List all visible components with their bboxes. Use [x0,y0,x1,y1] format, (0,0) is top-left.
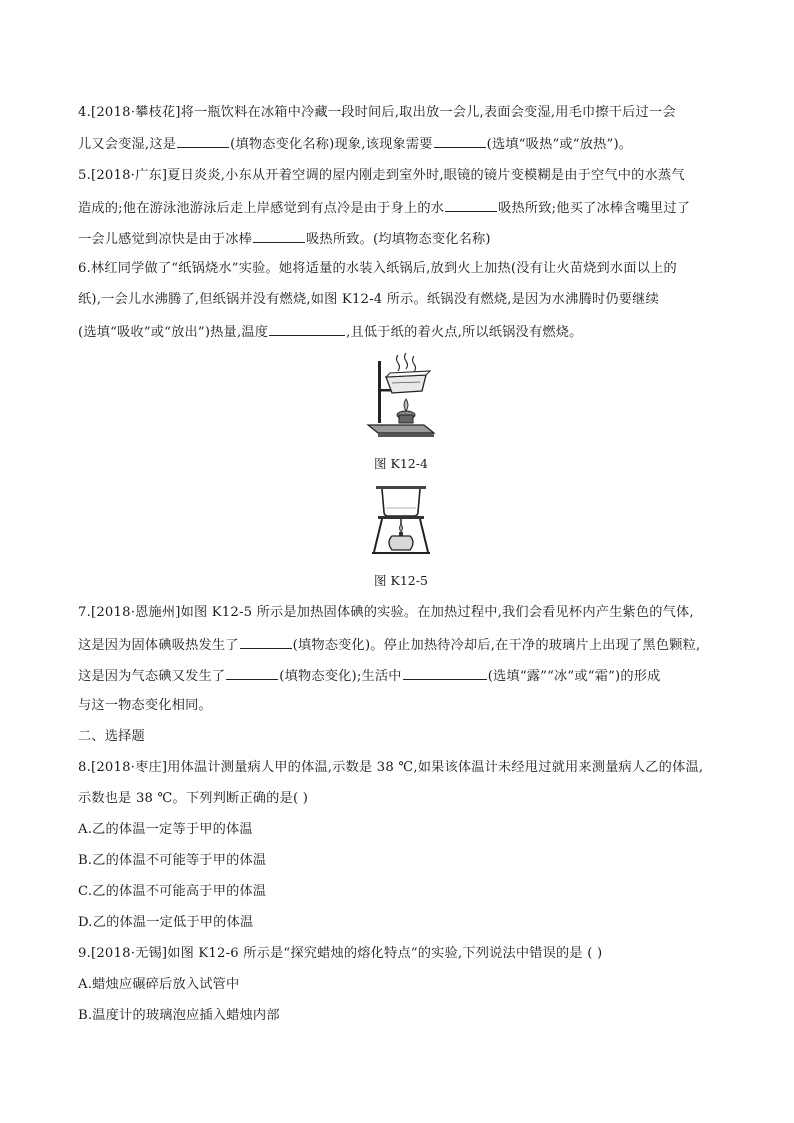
q5-line-1: 5.[2018·广东]夏日炎炎,小东从开着空调的屋内刚走到室外时,眼镜的镜片变模糊是由于空气中的水蒸气 [78,168,685,183]
q4-line-2-text-b: (填物态变化名称)现象,该现象需要 [230,137,433,152]
q4-line-1: 4.[2018·攀枝花]将一瓶饮料在冰箱中冷藏一段时间后,取出放一会儿,表面会变湿,用毛巾擦干后过一会 [78,105,676,120]
q7-line-1: 7.[2018·恩施州]如图 K12-5 所示是加热固体碘的实验。在加热过程中,我们会看见杯内产生紫色的气体, [78,605,694,620]
q6-line-3 [78,321,718,343]
figure-k12-4-caption: 图 K12-4 [374,456,428,471]
q7-blank-3[interactable] [403,665,487,680]
q7-line-2-text-b: (填物态变化)。停止加热待冷却后,在干净的玻璃片上出现了黑色颗粒, [292,638,701,653]
q7-line-3-text-b: (填物态变化);生活中 [279,669,402,684]
q5-line-2 [78,197,718,219]
q4-blank-2[interactable] [434,133,486,148]
q5-line-3-text-a: 一会儿感觉到凉快是由于冰棒 [78,232,253,247]
q9-option-b[interactable]: B.温度计的玻璃泡应插入蜡烛内部 [78,1008,280,1023]
q5-line-2-text-a: 造成的;他在游泳池游泳后走上岸感觉到有点冷是由于身上的水 [78,201,445,216]
q8-option-c[interactable]: C.乙的体温不可能高于甲的体温 [78,884,267,899]
q8-option-b[interactable]: B.乙的体温不可能等于甲的体温 [78,853,267,868]
q8-option-a[interactable]: A.乙的体温一定等于甲的体温 [78,822,253,837]
q4-line-2-text-c: (选填“吸热”或“放热”)。 [486,137,633,152]
q7-line-3-text-a: 这是因为气态碘又发生了 [78,669,226,684]
q7-line-2-text-a: 这是因为固体碘吸热发生了 [78,638,239,653]
q5-line-3 [78,228,718,250]
q8-option-d[interactable]: D.乙的体温一定低于甲的体温 [78,915,254,930]
q5-line-3-text-b: 吸热所致。(均填物态变化名称) [306,232,491,247]
section-heading: 二、选择题 [78,729,145,744]
q6-line-3-text-a: (选填“吸收”或“放出”)热量,温度 [78,325,269,340]
q8-line-1: 8.[2018·枣庄]用体温计测量病人甲的体温,示数是 38 ℃,如果该体温计未经甩过就用来测量病人乙的体温, [78,760,704,775]
q9-option-a[interactable]: A.蜡烛应碾碎后放入试管中 [78,977,240,992]
q4-line-2-text-a: 儿又会变湿,这是 [78,137,177,152]
q6-line-1: 6.林红同学做了“纸锅烧水”实验。她将适量的水装入纸锅后,放到火上加热(没有让火苗烧到水面以上的 [78,261,677,276]
q6-line-2: 纸),一会儿水沸腾了,但纸锅并没有燃烧,如图 K12-4 所示。纸锅没有燃烧,是因为水沸腾时仍要继续 [78,292,659,307]
paper-pot-boiling-figure [366,351,436,441]
q7-line-4: 与这一物态变化相同。 [78,698,212,713]
q4-blank-1[interactable] [177,133,229,148]
q5-blank-2[interactable] [253,228,305,243]
q9-line-1: 9.[2018·无锡]如图 K12-6 所示是“探究蜡烛的熔化特点”的实验,下列说法中错误的是 ( ) [78,946,603,961]
q7-line-3 [78,665,718,687]
q7-line-3-text-c: (选填“露”“冰”或“霜”)的形成 [487,669,661,684]
q7-line-2 [78,634,718,656]
q5-line-2-text-b: 吸热所致;他买了冰棒含嘴里过了 [498,201,691,216]
q7-blank-1[interactable] [240,634,292,649]
q5-blank-1[interactable] [445,197,497,212]
q6-line-3-text-b: ,且低于纸的着火点,所以纸锅没有燃烧。 [346,325,583,340]
figure-k12-5-caption: 图 K12-5 [374,573,428,588]
iodine-heating-figure [370,484,432,558]
q6-blank-1[interactable] [269,321,345,336]
q8-line-2: 示数也是 38 ℃。下列判断正确的是( ) [78,791,309,806]
q7-blank-2[interactable] [226,665,278,680]
q4-line-2 [78,133,718,155]
